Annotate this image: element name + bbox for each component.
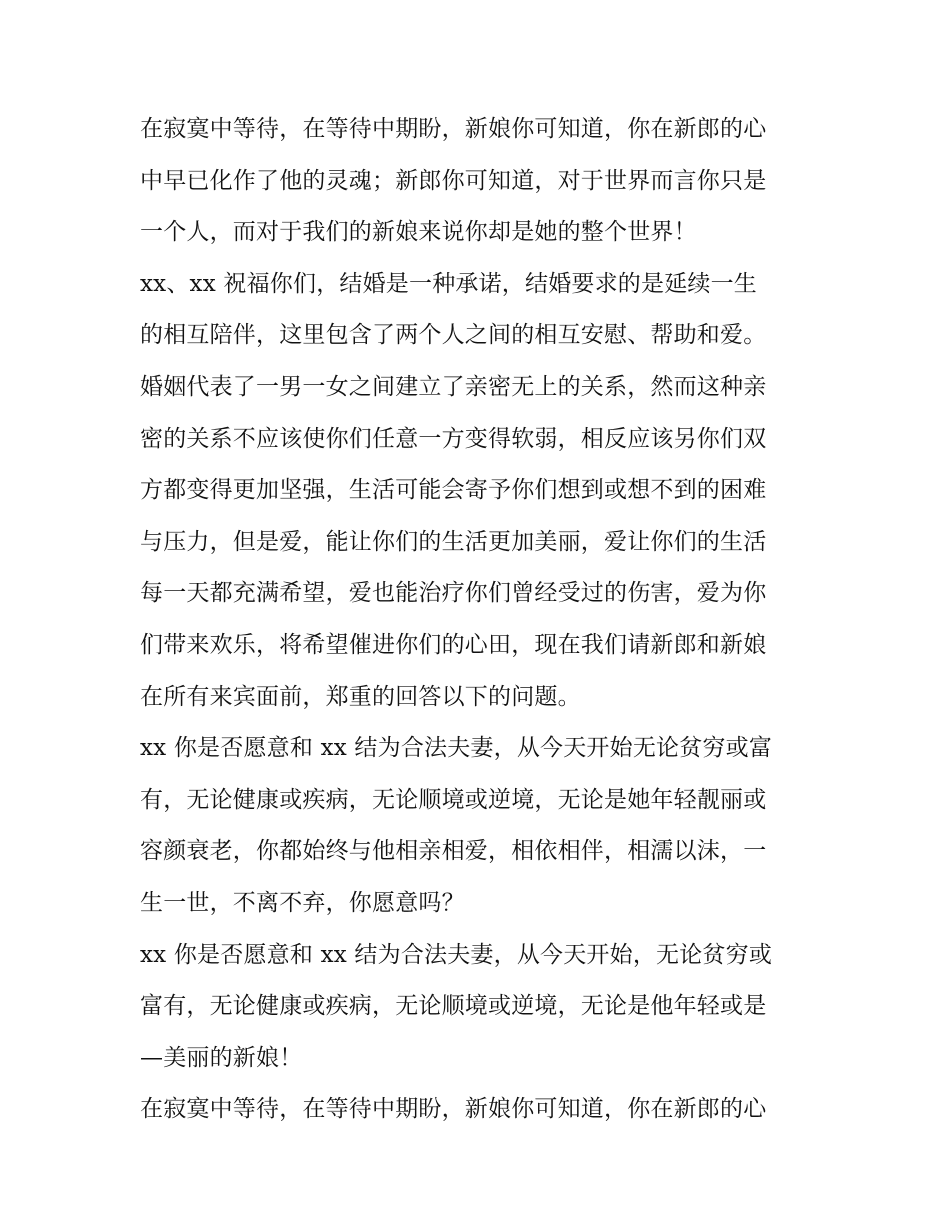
- text-line-13: xx 你是否愿意和 xx 结为合法夫妻，从今天开始无论贫穷或富: [140, 735, 773, 762]
- text-line-2: 中早已化作了他的灵魂；新郎你可知道，对于世界而言你只是: [140, 167, 767, 194]
- text-line-12: 在所有来宾面前，郑重的回答以下的问题。: [140, 683, 581, 710]
- text-line-7: 密的关系不应该使你们任意一方变得软弱，相反应该另你们双: [140, 425, 767, 452]
- text-line-17: xx 你是否愿意和 xx 结为合法夫妻，从今天开始，无论贫穷或: [140, 941, 773, 968]
- text-line-11: 们带来欢乐，将希望催进你们的心田，现在我们请新郎和新娘: [140, 631, 767, 658]
- text-line-4: xx、xx 祝福你们，结婚是一种承诺，结婚要求的是延续一生: [140, 270, 757, 297]
- text-line-6: 婚姻代表了一男一女之间建立了亲密无上的关系，然而这种亲: [140, 373, 767, 400]
- text-line-10: 每一天都充满希望，爱也能治疗你们曾经受过的伤害，爱为你: [140, 580, 767, 607]
- text-line-8: 方都变得更加坚强，生活可能会寄予你们想到或想不到的困难: [140, 477, 767, 504]
- document-body: [140, 104, 820, 1136]
- text-line-15: 容颜衰老，你都始终与他相亲相爱，相依相伴，相濡以沫，一: [140, 838, 767, 865]
- text-line-3: 一个人，而对于我们的新娘来说你却是她的整个世界！: [140, 219, 697, 246]
- text-line-9: 与压力，但是爱，能让你们的生活更加美丽，爱让你们的生活: [140, 528, 767, 555]
- text-line-5: 的相互陪伴，这里包含了两个人之间的相互安慰、帮助和爱。: [140, 322, 767, 349]
- text-line-19: —美丽的新娘！: [140, 1044, 303, 1071]
- text-line-18: 富有，无论健康或疾病，无论顺境或逆境，无论是他年轻或是: [140, 993, 767, 1020]
- text-line-20: 在寂寞中等待，在等待中期盼，新娘你可知道，你在新郎的心: [140, 1096, 767, 1123]
- text-line-16: 生一世，不离不弃，你愿意吗？: [140, 889, 465, 916]
- text-line-1: 在寂寞中等待，在等待中期盼，新娘你可知道，你在新郎的心: [140, 116, 767, 142]
- text-line-14: 有，无论健康或疾病，无论顺境或逆境，无论是她年轻靓丽或: [140, 786, 767, 813]
